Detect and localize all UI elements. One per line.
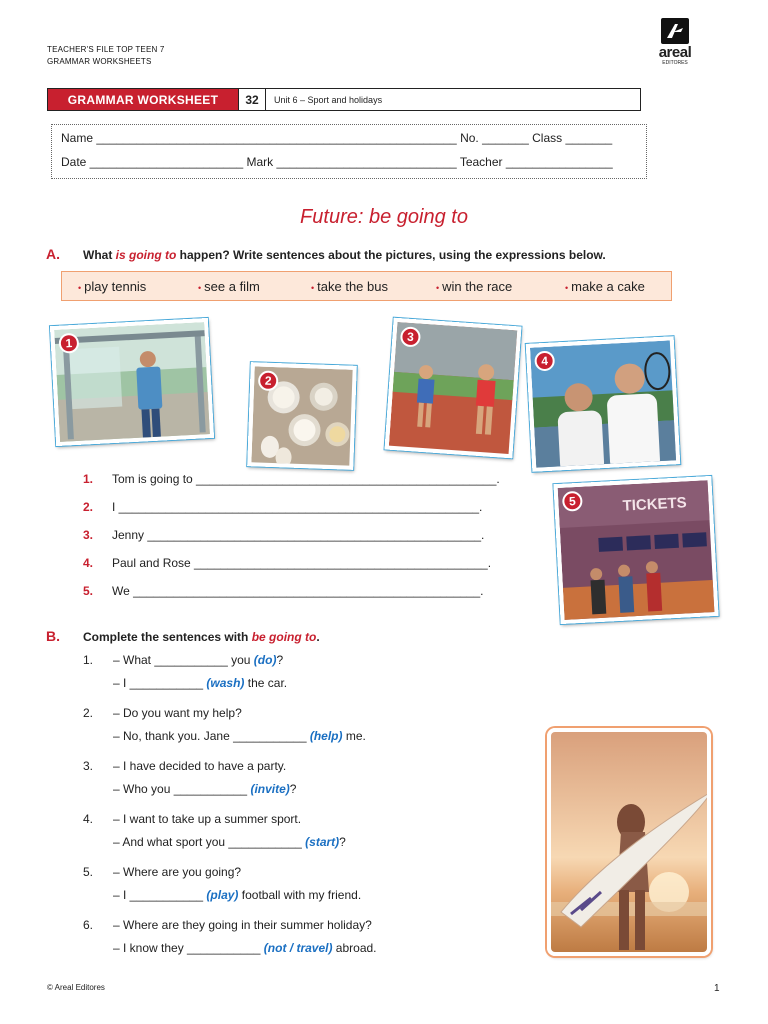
exercise-b-3-line-2: – Who you ___________ (invite)? [113, 782, 297, 796]
expression-item: • take the bus [311, 279, 388, 294]
photo-cinema-tickets [553, 476, 718, 624]
exercise-b-4-line-1: – I want to take up a summer sport. [113, 812, 302, 826]
student-info-box [51, 124, 647, 179]
photo-number-badge: 4 [534, 350, 555, 371]
sentence-a-4: 4. Paul and Rose ____________________________________________. [83, 556, 492, 570]
exercise-b-1-line-2: – I ___________ (wash) the car. [113, 676, 288, 690]
section-a-instruction: What is going to happen? Write sentences about the pictures, using the expressions below. [83, 248, 606, 262]
worksheet-unit: Unit 6 – Sport and holidays [274, 94, 383, 105]
section-a-letter: A. [46, 246, 60, 262]
expression-item: • make a cake [565, 279, 645, 294]
worksheet-bar [47, 88, 641, 111]
exercise-b-1-line-1: – What ___________ you (do)? [113, 653, 284, 667]
photo-race [385, 318, 522, 459]
photo-number-badge: 1 [58, 333, 79, 354]
header-line-2: GRAMMAR WORKSHEETS [47, 57, 152, 66]
expressions-box [61, 271, 672, 301]
sentence-a-1: 1. Tom is going to _____________________________________________. [83, 472, 500, 486]
header-line-1: TEACHER'S FILE TOP TEEN 7 [47, 45, 165, 54]
instruction-emphasis: be going to [251, 630, 317, 644]
expression-item: • play tennis [78, 279, 147, 294]
exercise-b-5-line-1: – Where are you going? [113, 865, 242, 879]
sentence-a-3: 3. Jenny __________________________________________________. [83, 528, 485, 542]
tickets-sign: TICKETS [622, 494, 688, 515]
photo-number-badge: 5 [562, 491, 583, 512]
sentence-a-5: 5. We ____________________________________________________. [83, 584, 484, 598]
exercise-b-3-num: 3. [83, 759, 94, 773]
expression-item: • see a film [198, 279, 260, 294]
copyright: © Areal Editores [47, 983, 105, 992]
photo-bus-stop [50, 318, 214, 446]
section-b-instruction: Complete the sentences with be going to. [83, 630, 320, 644]
exercise-b-2-line-2: – No, thank you. Jane ___________ (help) me. [113, 729, 366, 743]
sentence-a-2: 2. I ______________________________________________________. [83, 500, 483, 514]
logo-sub: EDITORES [662, 60, 688, 66]
photo-tennis [526, 336, 680, 472]
worksheet-number: 32 [238, 89, 266, 110]
exercise-b-4-num: 4. [83, 812, 94, 826]
info-row-name: Name ______________________________________________________ No. _______ Class _______ [61, 131, 613, 145]
exercise-b-6-line-1: – Where are they going in their summer holiday? [113, 918, 372, 932]
exercise-b-2-line-1: – Do you want my help? [113, 706, 242, 720]
worksheet-title: GRAMMAR WORKSHEET [48, 89, 238, 110]
expression-item: • win the race [436, 279, 513, 294]
info-row-date: Date _______________________ Mark ___________________________ Teacher ________________ [61, 155, 613, 169]
logo-mark-icon [661, 18, 689, 44]
photo-number-badge: 3 [400, 326, 421, 347]
exercise-b-4-line-2: – And what sport you ___________ (start)? [113, 835, 346, 849]
publisher-logo [645, 18, 705, 66]
exercise-b-6-num: 6. [83, 918, 94, 932]
exercise-b-3-line-1: – I have decided to have a party. [113, 759, 287, 773]
exercise-b-6-line-2: – I know they ___________ (not / travel) abroad. [113, 941, 377, 955]
exercise-b-5-line-2: – I ___________ (play) football with my friend. [113, 888, 362, 902]
exercise-b-2-num: 2. [83, 706, 94, 720]
exercise-b-5-num: 5. [83, 865, 94, 879]
photo-surfer [547, 728, 711, 956]
logo-brand: areal [658, 44, 692, 61]
page-title: Future: be going to [300, 206, 468, 228]
exercise-b-1-num: 1. [83, 653, 94, 667]
photo-number-badge: 2 [258, 370, 279, 391]
page-number: 1 [714, 983, 720, 994]
section-b-letter: B. [46, 628, 60, 644]
instruction-emphasis: is going to [115, 248, 177, 262]
photo-ingredients [247, 362, 357, 470]
